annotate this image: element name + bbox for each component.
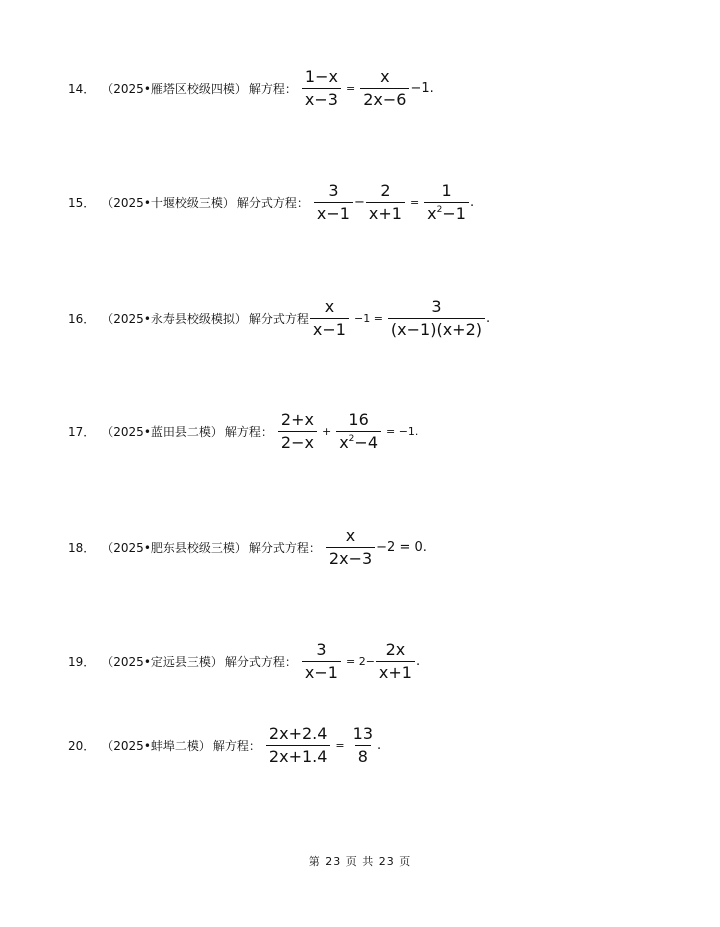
problem-16 bbox=[68, 297, 490, 340]
equation-tail: . bbox=[415, 654, 421, 669]
problem-instruction: 解方程： bbox=[212, 739, 261, 753]
problem-19 bbox=[68, 640, 420, 683]
exponent: 2 bbox=[436, 205, 443, 215]
fraction bbox=[360, 67, 409, 110]
equation bbox=[313, 181, 474, 224]
fraction bbox=[326, 526, 375, 569]
equation bbox=[265, 724, 381, 767]
numerator: 2+x bbox=[280, 410, 314, 429]
equation-tail: . bbox=[486, 311, 491, 326]
numerator: 16 bbox=[348, 410, 369, 429]
equation-tail: −1. bbox=[410, 81, 434, 96]
fraction bbox=[314, 181, 353, 224]
equation-middle: = 2− bbox=[345, 655, 375, 668]
equation-tail: = −1. bbox=[386, 425, 419, 438]
fraction bbox=[278, 410, 317, 453]
equation bbox=[301, 67, 434, 110]
numerator: 2x bbox=[385, 640, 406, 659]
denominator: x−1 bbox=[314, 202, 353, 224]
denominator: x−1 bbox=[310, 318, 349, 340]
problem-number: 15． bbox=[68, 196, 96, 210]
problem-source: （2025•定远县三模） bbox=[101, 655, 223, 669]
fraction bbox=[424, 181, 469, 224]
denominator: $x^2-1$ bbox=[424, 202, 469, 224]
numerator: x bbox=[380, 67, 390, 86]
exponent: 2 bbox=[348, 434, 355, 444]
problem-instruction: 解方程： bbox=[224, 425, 273, 439]
problem-instruction: 解分式方程： bbox=[236, 196, 309, 210]
page-footer: 第 23 页 共 23 页 bbox=[308, 855, 412, 868]
denominator: x+1 bbox=[366, 202, 405, 224]
denominator: x−1 bbox=[302, 661, 341, 683]
numerator: 2 bbox=[380, 181, 391, 200]
fraction bbox=[350, 724, 376, 767]
denominator: $x^2-4$ bbox=[336, 431, 381, 453]
denominator: 2x−6 bbox=[360, 88, 409, 110]
problem-source: （2025•蓝田县二模） bbox=[101, 425, 223, 439]
problem-number: 20． bbox=[68, 739, 96, 753]
denominator: 2−x bbox=[278, 431, 317, 453]
problem-instruction: 解方程： bbox=[248, 82, 297, 96]
problem-14 bbox=[68, 67, 434, 110]
equation-tail: . bbox=[469, 195, 475, 210]
problem-number: 17． bbox=[68, 425, 96, 439]
fraction bbox=[388, 297, 485, 340]
denominator: 2x−3 bbox=[326, 547, 375, 569]
problem-number: 14． bbox=[68, 82, 96, 96]
plus-sign: + bbox=[321, 425, 332, 438]
equals-sign: = bbox=[345, 82, 356, 95]
problem-source: （2025•肥东县校级三模） bbox=[101, 541, 247, 555]
denominator: x−3 bbox=[302, 88, 341, 110]
equals-sign: = bbox=[335, 739, 345, 752]
problem-number: 16． bbox=[68, 312, 96, 326]
problem-instruction: 解分式方程： bbox=[224, 655, 297, 669]
problem-number: 18． bbox=[68, 541, 96, 555]
numerator: 13 bbox=[352, 724, 373, 743]
equation-tail: −2 = 0. bbox=[376, 540, 427, 555]
problem-source: （2025•永寿县校级模拟） bbox=[101, 312, 247, 326]
fraction bbox=[366, 181, 405, 224]
denominator: (x−1)(x+2) bbox=[388, 318, 485, 340]
numerator: 3 bbox=[328, 181, 339, 200]
problem-number: 19． bbox=[68, 655, 96, 669]
problem-17 bbox=[68, 410, 422, 453]
problem-source: （2025•蚌埠二模） bbox=[101, 739, 211, 753]
problem-source: （2025•雁塔区校级四模） bbox=[101, 82, 247, 96]
numerator: 1 bbox=[441, 181, 452, 200]
denominator: 2x+1.4 bbox=[266, 745, 331, 767]
numerator: x bbox=[345, 526, 356, 545]
numerator: 3 bbox=[431, 297, 442, 316]
equals-sign: = bbox=[409, 196, 420, 209]
denominator: x+1 bbox=[376, 661, 415, 683]
problem-source: （2025•十堰校级三模） bbox=[101, 196, 235, 210]
fraction bbox=[336, 410, 381, 453]
fraction bbox=[302, 67, 341, 110]
equation bbox=[325, 526, 427, 569]
problem-instruction: 解分式方程： bbox=[248, 541, 321, 555]
fraction bbox=[310, 297, 349, 340]
numerator: x bbox=[324, 297, 335, 316]
problem-instruction: 解分式方程 bbox=[248, 312, 309, 326]
numerator: 2x+2.4 bbox=[268, 724, 328, 743]
equation bbox=[309, 297, 490, 340]
denominator: 8 bbox=[355, 745, 371, 767]
equation-tail: . bbox=[377, 738, 382, 753]
minus-sign: − bbox=[353, 195, 365, 210]
fraction bbox=[266, 724, 331, 767]
fraction bbox=[376, 640, 415, 683]
numerator: 1−x bbox=[304, 67, 338, 86]
problem-20 bbox=[68, 724, 381, 767]
numerator: 3 bbox=[316, 640, 327, 659]
fraction bbox=[302, 640, 341, 683]
equation bbox=[301, 640, 420, 683]
equation bbox=[277, 410, 423, 453]
equation-middle: −1 = bbox=[353, 312, 383, 325]
problem-15 bbox=[68, 181, 474, 224]
problem-18 bbox=[68, 526, 427, 569]
